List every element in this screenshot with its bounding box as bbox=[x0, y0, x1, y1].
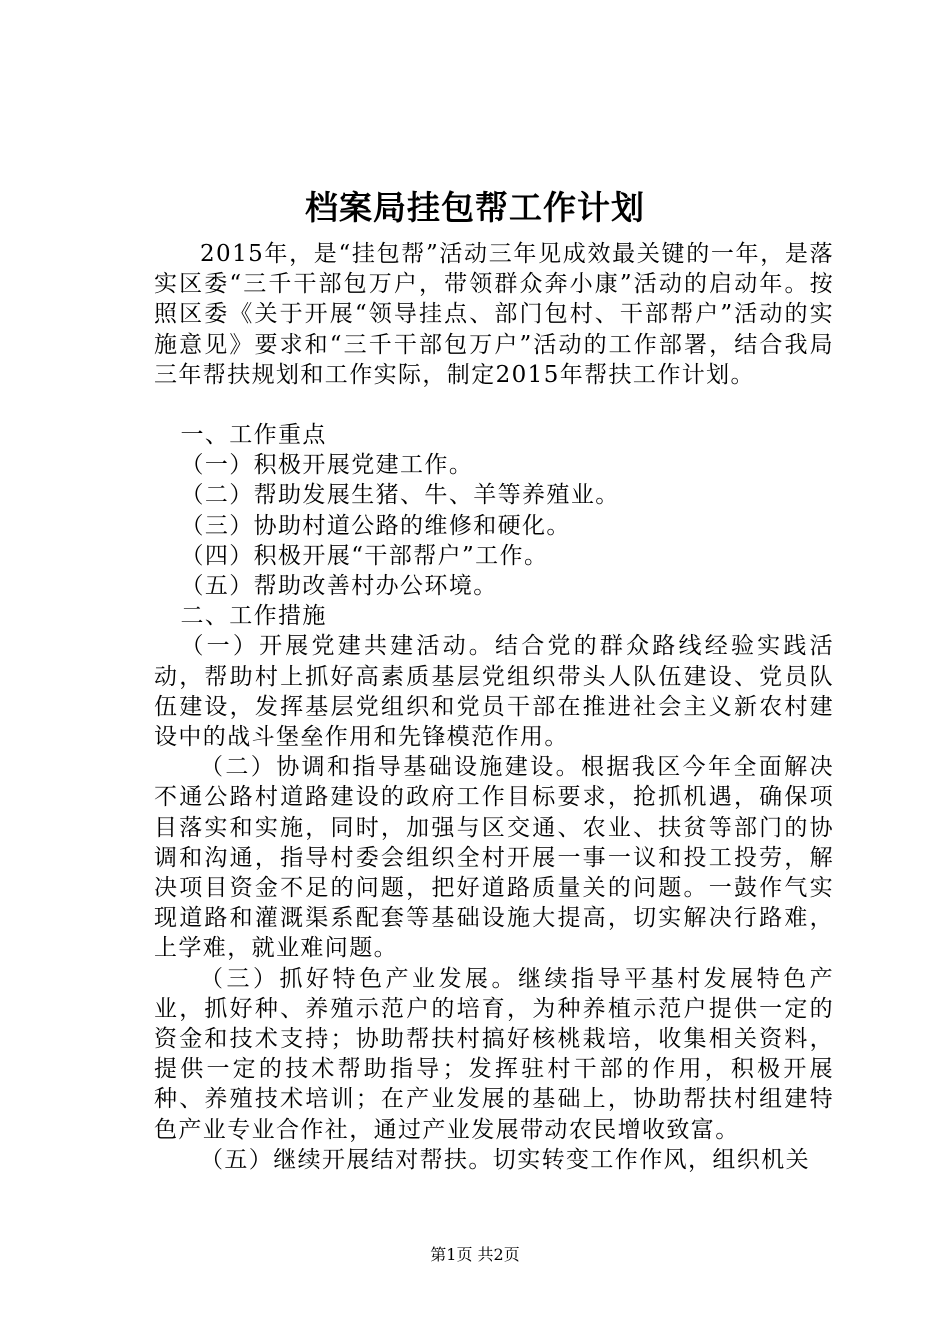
document-title: 档案局挂包帮工作计划 bbox=[305, 188, 645, 227]
intro-paragraph: 2015年，是“挂包帮”活动三年见成效最关键的一年，是落实区委“三千干部包万户，带领群众奔小康”活动的启动年。按照区委《关于开展“领导挂点、部门包村、干部帮户”活动的实施意见》要求和“三千干部包万户”活动的工作部署，结合我局三年帮扶规划和工作实际，制定2015年帮扶工作计划。 bbox=[154, 241, 834, 388]
focus-item-3: （三）协助村道公路的维修和硬化。 bbox=[180, 512, 571, 539]
focus-item-1: （一）积极开展党建工作。 bbox=[180, 452, 474, 479]
document-body bbox=[154, 239, 834, 1175]
measure-paragraph-2: （二）协调和指导基础设施建设。根据我区今年全面解决不通公路村道路建设的政府工作目标要求，抢抓机遇，确保项目落实和实施，同时，加强与区交通、农业、扶贫等部门的协调和沟通，指导村委会组织全村开展一事一议和投工投劳，解决项目资金不足的问题，把好道路质量关的问题。一鼓作气实现道路和灌溉渠系配套等基础设施大提高，切实解决行路难，上学难，就业难问题。 bbox=[154, 754, 834, 962]
section-heading-focus: 一、工作重点 bbox=[180, 422, 327, 449]
page-number-footer: 第1页 共2页 bbox=[430, 1245, 520, 1264]
paragraph-spacer bbox=[154, 390, 834, 420]
measure-paragraph-4: （五）继续开展结对帮扶。切实转变工作作风，组织机关 bbox=[200, 1146, 810, 1173]
focus-item-5: （五）帮助改善村办公环境。 bbox=[180, 573, 498, 600]
measure-paragraph-3: （三）抓好特色产业发展。继续指导平基村发展特色产业，抓好种、养殖示范户的培育，为种养植示范户提供一定的资金和技术支持；协助帮扶村搞好核桃栽培，收集相关资料，提供一定的技术帮助指导；发挥驻村干部的作用，积极开展种、养殖技术培训；在产业发展的基础上，协助帮扶村组建特色产业专业合作社，通过产业发展带动农民增收致富。 bbox=[154, 965, 834, 1143]
section-heading-measures: 二、工作措施 bbox=[180, 603, 327, 630]
measure-paragraph-1: （一）开展党建共建活动。结合党的群众路线经验实践活动，帮助村上抓好高素质基层党组织带头人队伍建设、党员队伍建设，发挥基层党组织和党员干部在推进社会主义新农村建设中的战斗堡垒作用和先锋模范作用。 bbox=[154, 633, 834, 751]
focus-item-2: （二）帮助发展生猪、牛、羊等养殖业。 bbox=[180, 482, 620, 509]
focus-item-4: （四）积极开展“干部帮户”工作。 bbox=[180, 542, 549, 569]
